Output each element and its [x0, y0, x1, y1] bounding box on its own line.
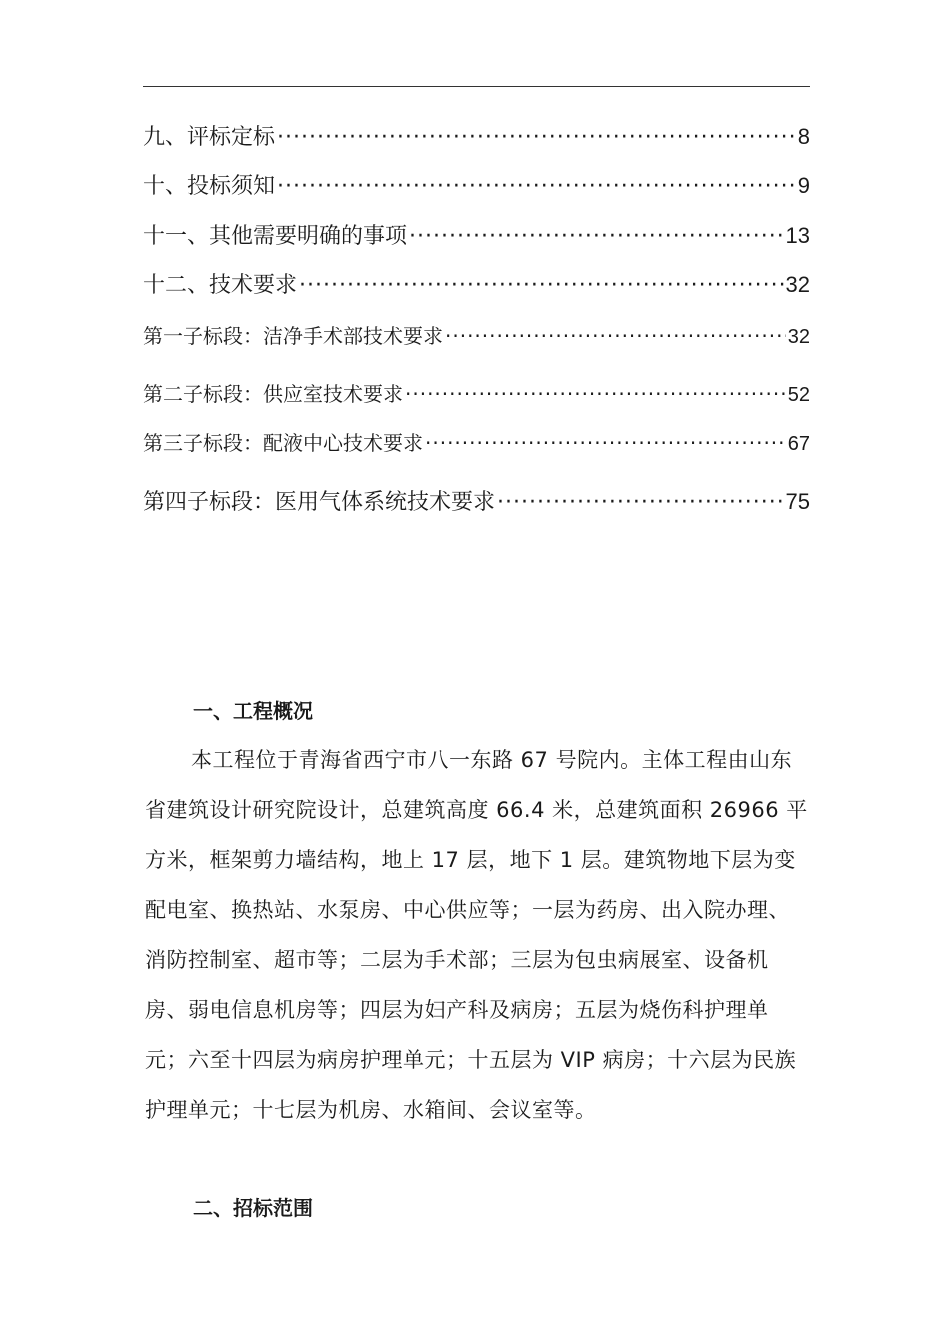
- toc-leader-dots: [277, 174, 796, 199]
- toc-entry[interactable]: [143, 427, 810, 456]
- section-body-paragraph: 本工程位于青海省西宁市八一东路 67 号院内。主体工程由山东省建筑设计研究院设计，总建筑高度 66.4 米，总建筑面积 26966 平方米，框架剪力墙结构，地上 17 层，地下 1 层。建筑物地下层为变配电室、换热站、水泵房、中心供应等；一层为药房、出入院办理、消防控制室、超市等；二层为手术部；三层为包虫病展室、设备机房、弱电信息机房等；四层为妇产科及病房；五层为烧伤科护理单元；六至十四层为病房护理单元；十五层为 VIP 病房；十六层为民族护理单元；十七层为机房、水箱间、会议室等。: [145, 748, 808, 1122]
- toc-entry[interactable]: [143, 219, 810, 250]
- toc-entry-page: 52: [787, 384, 810, 406]
- toc-entry-title: 第三子标段：配液中心技术要求: [143, 431, 423, 455]
- toc-entry-title: 第四子标段：医用气体系统技术要求: [143, 490, 496, 515]
- toc-entry-page: 13: [785, 223, 810, 248]
- toc-entry[interactable]: [143, 320, 810, 349]
- toc-entry-page: 32: [785, 272, 810, 297]
- toc-entry[interactable]: [143, 169, 810, 200]
- toc-entry-title: 十、投标须知: [143, 174, 276, 199]
- toc-entry-page: 67: [787, 433, 810, 455]
- toc-entry-title: 第二子标段：供应室技术要求: [143, 382, 403, 406]
- toc-entry-title: 九、评标定标: [143, 125, 276, 150]
- toc-entry-title: 十二、技术要求: [143, 273, 298, 298]
- toc-leader-dots: [425, 431, 786, 455]
- toc-entry[interactable]: [143, 378, 810, 407]
- toc-entry-title: 十一、其他需要明确的事项: [143, 224, 408, 249]
- toc-entry-page: 8: [797, 124, 810, 149]
- toc-leader-dots: [409, 224, 784, 249]
- toc-leader-dots: [405, 382, 786, 406]
- toc-entry-title: 第一子标段：洁净手术部技术要求: [143, 324, 443, 348]
- section-heading: 一、工程概况: [193, 699, 313, 723]
- toc-leader-dots: [277, 125, 796, 150]
- toc-leader-dots: [299, 273, 784, 298]
- toc-entry[interactable]: [143, 268, 810, 299]
- toc-entry-page: 75: [785, 489, 810, 514]
- toc-entry-page: 9: [797, 173, 810, 198]
- toc-entry-page: 32: [787, 326, 810, 348]
- toc-entry[interactable]: [143, 485, 810, 516]
- toc-leader-dots: [445, 324, 786, 348]
- toc-leader-dots: [497, 490, 784, 515]
- toc-entry[interactable]: [143, 120, 810, 151]
- section-heading: 二、招标范围: [193, 1196, 313, 1220]
- header-rule: [143, 86, 810, 87]
